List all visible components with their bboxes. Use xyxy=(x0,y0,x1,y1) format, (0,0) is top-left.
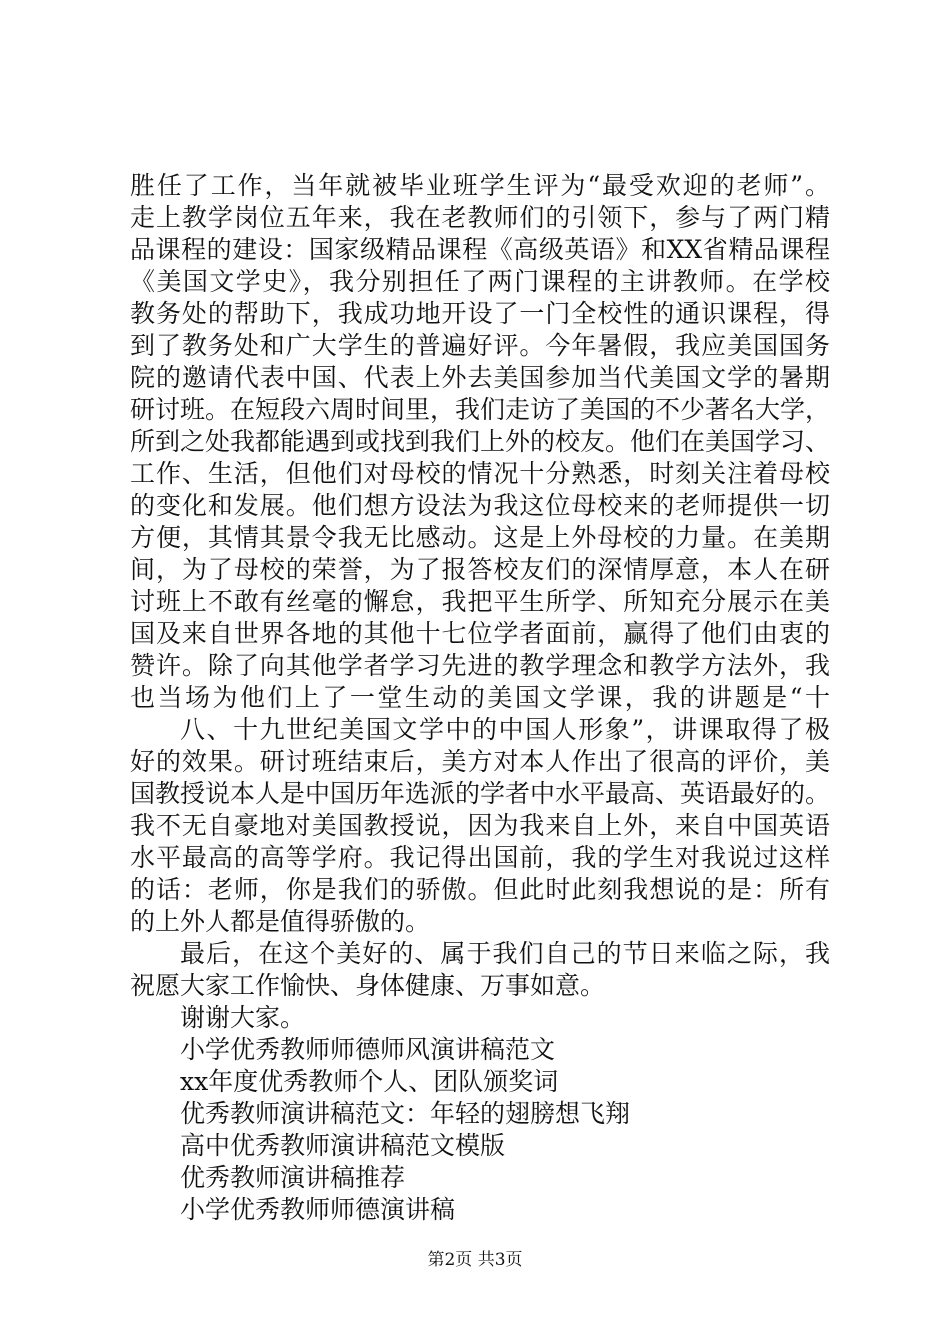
text-line: 也当场为他们上了一堂生动的美国文学课，我的讲题是“十 xyxy=(130,683,830,712)
related-article-link[interactable]: 优秀教师演讲稿推荐 xyxy=(180,1163,406,1192)
text-line: 最后，在这个美好的、属于我们自己的节日来临之际，我 xyxy=(180,939,830,968)
text-line: 《美国文学史》，我分别担任了两门课程的主讲教师。在学校 xyxy=(130,267,830,296)
text-line: 院的邀请代表中国、代表上外去美国参加当代美国文学的暑期 xyxy=(130,363,830,392)
document-body xyxy=(130,170,830,1226)
text-line: 的变化和发展。他们想方设法为我这位母校来的老师提供一切 xyxy=(130,491,830,520)
text-line: 到了教务处和广大学生的普遍好评。今年暑假，我应美国国务 xyxy=(130,331,830,360)
text-line: 祝愿大家工作愉快、身体健康、万事如意。 xyxy=(130,971,606,1000)
text-line: 工作、生活，但他们对母校的情况十分熟悉，时刻关注着母校 xyxy=(130,459,830,488)
page-number-footer: 第2页 共3页 xyxy=(427,1250,523,1270)
text-line: 我不无自豪地对美国教授说，因为我来自上外，来自中国英语 xyxy=(130,811,830,840)
text-line: 走上教学岗位五年来，我在老教师们的引领下，参与了两门精 xyxy=(130,203,830,232)
related-article-link[interactable]: 小学优秀教师师德演讲稿 xyxy=(180,1195,456,1224)
text-line: 讨班上不敢有丝毫的懈怠，我把平生所学、所知充分展示在美 xyxy=(130,587,830,616)
text-line: 国教授说本人是中国历年选派的学者中水平最高、英语最好的。 xyxy=(130,779,831,808)
text-line: 所到之处我都能遇到或找到我们上外的校友。他们在美国学习、 xyxy=(130,427,831,456)
related-article-link[interactable]: 高中优秀教师演讲稿范文模版 xyxy=(180,1131,506,1160)
text-line: 教务处的帮助下，我成功地开设了一门全校性的通识课程，得 xyxy=(130,299,830,328)
text-line: 赞许。除了向其他学者学习先进的教学理念和教学方法外，我 xyxy=(130,651,830,680)
text-line: 方便，其情其景令我无比感动。这是上外母校的力量。在美期 xyxy=(130,523,830,552)
text-line: 间，为了母校的荣誉，为了报答校友们的深情厚意，本人在研 xyxy=(130,555,830,584)
text-line: 品课程的建设：国家级精品课程《高级英语》和XX省精品课程 xyxy=(130,235,830,264)
text-line: 的话：老师，你是我们的骄傲。但此时此刻我想说的是：所有 xyxy=(130,875,830,904)
text-line: 好的效果。研讨班结束后，美方对本人作出了很高的评价，美 xyxy=(130,747,830,776)
related-article-link[interactable]: 优秀教师演讲稿范文：年轻的翅膀想飞翔 xyxy=(180,1099,631,1128)
text-line: 八、十九世纪美国文学中的中国人形象”，讲课取得了极 xyxy=(180,715,830,744)
text-line: 的上外人都是值得骄傲的。 xyxy=(130,907,431,936)
text-line: 研讨班。在短段六周时间里，我们走访了美国的不少著名大学， xyxy=(130,395,831,424)
text-line: 水平最高的高等学府。我记得出国前，我的学生对我说过这样 xyxy=(130,843,830,872)
related-article-link[interactable]: 小学优秀教师师德师风演讲稿范文 xyxy=(180,1035,556,1064)
related-article-link[interactable]: xx年度优秀教师个人、团队颁奖词 xyxy=(180,1067,559,1096)
text-line: 国及来自世界各地的其他十七位学者面前，赢得了他们由衷的 xyxy=(130,619,830,648)
text-line: 谢谢大家。 xyxy=(180,1003,306,1032)
text-line: 胜任了工作，当年就被毕业班学生评为“最受欢迎的老师”。 xyxy=(130,171,830,200)
